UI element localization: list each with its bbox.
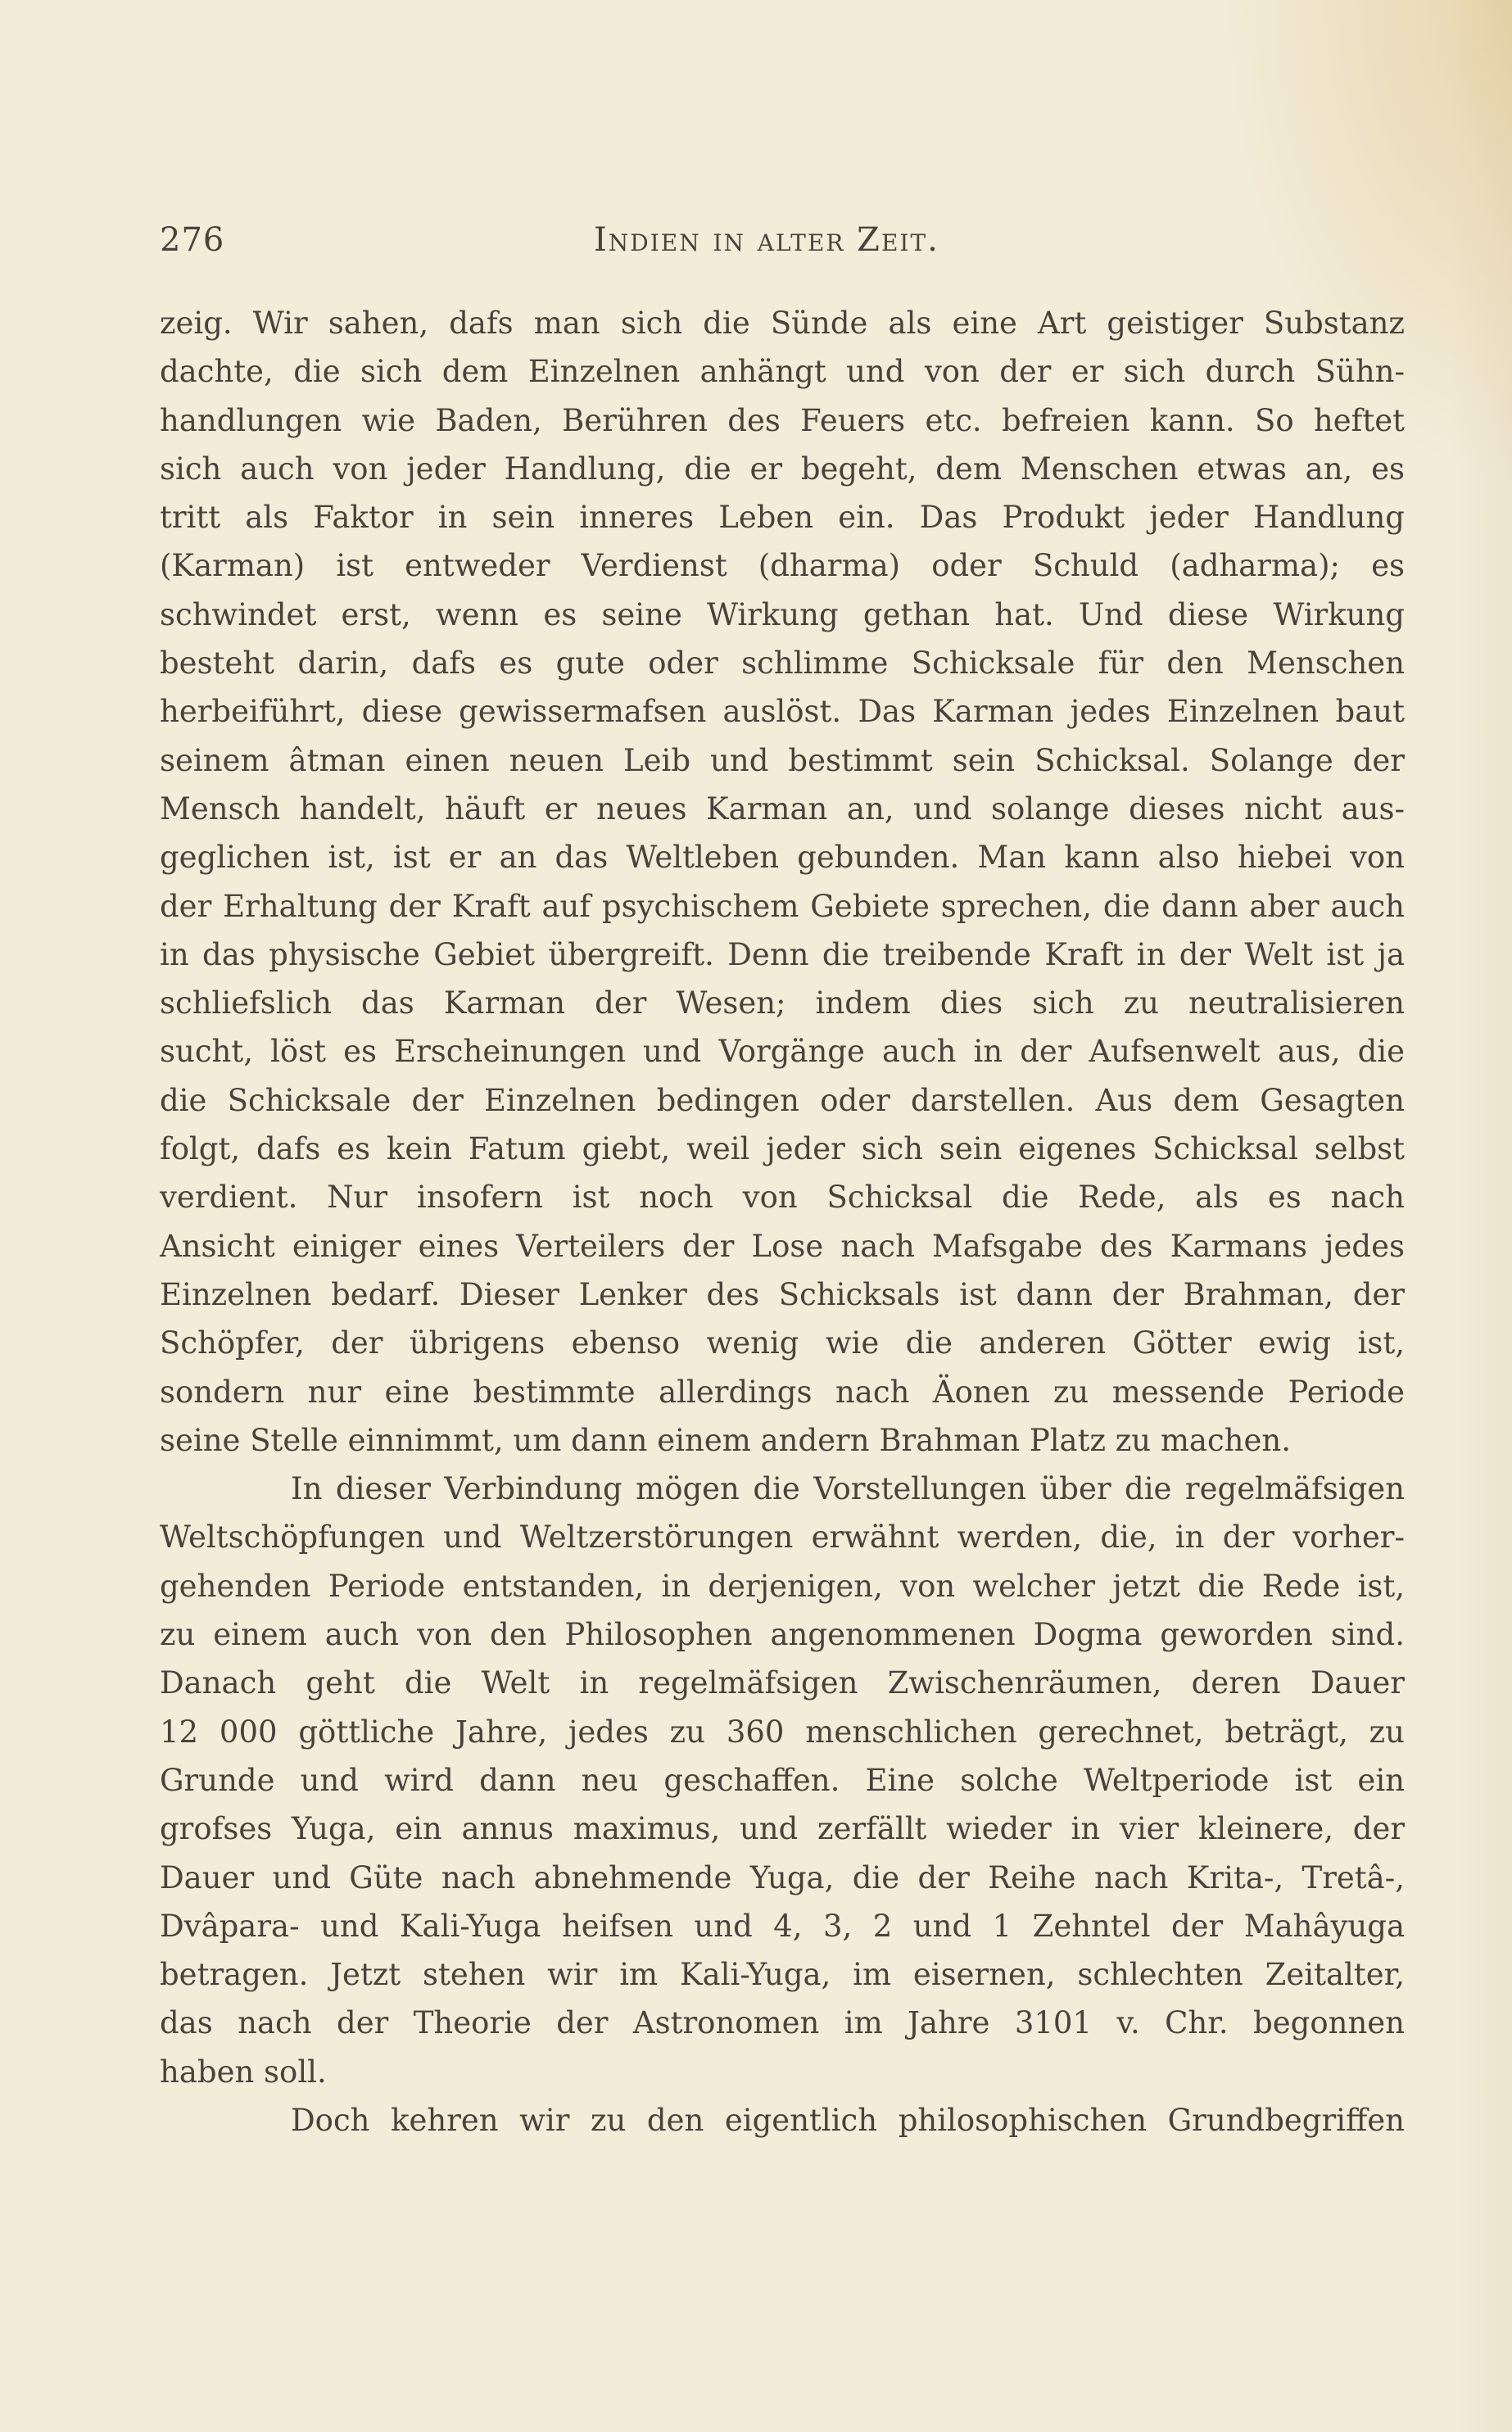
text-line: sondern nur eine bestimmte allerdings nach Äonen zu messende Periode: [160, 1374, 1405, 1410]
text-line: zu einem auch von den Philosophen angenommenen Dogma geworden sind.: [160, 1617, 1405, 1653]
text-line: Mensch handelt, häuft er neues Karman an, und solange dieses nicht aus-: [160, 790, 1405, 827]
text-line: das nach der Theorie der Astronomen im Jahre 3101 v. Chr. begonnen: [160, 2005, 1405, 2041]
text-line: (Karman) ist entweder Verdienst (dharma) oder Schuld (adharma); es: [160, 548, 1405, 584]
text-line: In dieser Verbindung mögen die Vorstellungen über die regelmäfsigen: [291, 1471, 1405, 1507]
text-line: Weltschöpfungen und Weltzerstörungen erwähnt werden, die, in der vorher-: [160, 1519, 1405, 1556]
text-line: Ansicht einiger eines Verteilers der Lose nach Mafsgabe des Karmans jedes: [160, 1228, 1405, 1264]
text-line: besteht darin, dafs es gute oder schlimme Schicksale für den Menschen: [160, 645, 1405, 682]
text-line: betragen. Jetzt stehen wir im Kali-Yuga, im eisernen, schlechten Zeitalter,: [160, 1957, 1405, 1993]
text-line: Doch kehren wir zu den eigentlich philosophischen Grundbegriffen: [291, 2102, 1405, 2138]
running-title: Indien in alter Zeit.: [594, 221, 939, 259]
text-line: seinem âtman einen neuen Leib und bestimmt sein Schicksal. Solange der: [160, 742, 1405, 778]
text-line: Einzelnen bedarf. Dieser Lenker des Schicksals ist dann der Brahman, der: [160, 1276, 1405, 1312]
text-line: tritt als Faktor in sein inneres Leben ein. Das Produkt jeder Handlung: [160, 500, 1405, 536]
text-line: haben soll.: [160, 2054, 327, 2090]
text-line: Dauer und Güte nach abnehmende Yuga, die der Reihe nach Krita-, Tretâ-,: [160, 1859, 1405, 1895]
text-line: folgt, dafs es kein Fatum giebt, weil jeder sich sein eigenes Schicksal selbst: [160, 1131, 1405, 1167]
text-line: sich auch von jeder Handlung, die er begeht, dem Menschen etwas an, es: [160, 451, 1405, 487]
text-line: geglichen ist, ist er an das Weltleben gebunden. Man kann also hiebei von: [160, 840, 1405, 876]
text-line: sucht, löst es Erscheinungen und Vorgänge auch in der Aufsenwelt aus, die: [160, 1034, 1405, 1070]
text-line: Schöpfer, der übrigens ebenso wenig wie die anderen Götter ewig ist,: [160, 1325, 1405, 1361]
text-line: der Erhaltung der Kraft auf psychischem Gebiete sprechen, die dann aber auch: [160, 888, 1405, 924]
text-line: in das physische Gebiet übergreift. Denn die treibende Kraft in der Welt ist ja: [160, 936, 1405, 972]
text-line: verdient. Nur insofern ist noch von Schicksal die Rede, als es nach: [160, 1180, 1405, 1216]
text-line: dachte, die sich dem Einzelnen anhängt und von der er sich durch Sühn-: [160, 354, 1405, 390]
text-line: zeig. Wir sahen, dafs man sich die Sünde als eine Art geistiger Substanz: [160, 306, 1405, 341]
text-line: seine Stelle einnimmt, um dann einem andern Brahman Platz zu machen.: [160, 1422, 1291, 1458]
text-line: herbeiführt, diese gewissermafsen auslöst. Das Karman jedes Einzelnen baut: [160, 694, 1405, 730]
text-line: die Schicksale der Einzelnen bedingen oder darstellen. Aus dem Gesagten: [160, 1082, 1405, 1118]
text-line: Dvâpara- und Kali-Yuga heifsen und 4, 3, 2 und 1 Zehntel der Mahâyuga: [160, 1908, 1405, 1944]
text-line: grofses Yuga, ein annus maximus, und zerfällt wieder in vier kleinere, der: [160, 1811, 1405, 1847]
text-line: Danach geht die Welt in regelmäfsigen Zwischenräumen, deren Dauer: [160, 1665, 1405, 1701]
text-line: handlungen wie Baden, Berühren des Feuers etc. befreien kann. So heftet: [160, 402, 1405, 438]
body-text: [160, 299, 1405, 2144]
text-line: schwindet erst, wenn es seine Wirkung gethan hat. Und diese Wirkung: [160, 596, 1405, 632]
text-line: schliefslich das Karman der Wesen; indem dies sich zu neutralisieren: [160, 985, 1405, 1021]
text-line: 12 000 göttliche Jahre, jedes zu 360 menschlichen gerechnet, beträgt, zu: [160, 1714, 1405, 1750]
text-line: Grunde und wird dann neu geschaffen. Eine solche Weltperiode ist ein: [160, 1762, 1405, 1798]
text-line: gehenden Periode entstanden, in derjenigen, von welcher jetzt die Rede ist,: [160, 1568, 1405, 1604]
page-number: 276: [160, 221, 225, 259]
page-header: [160, 221, 1405, 262]
